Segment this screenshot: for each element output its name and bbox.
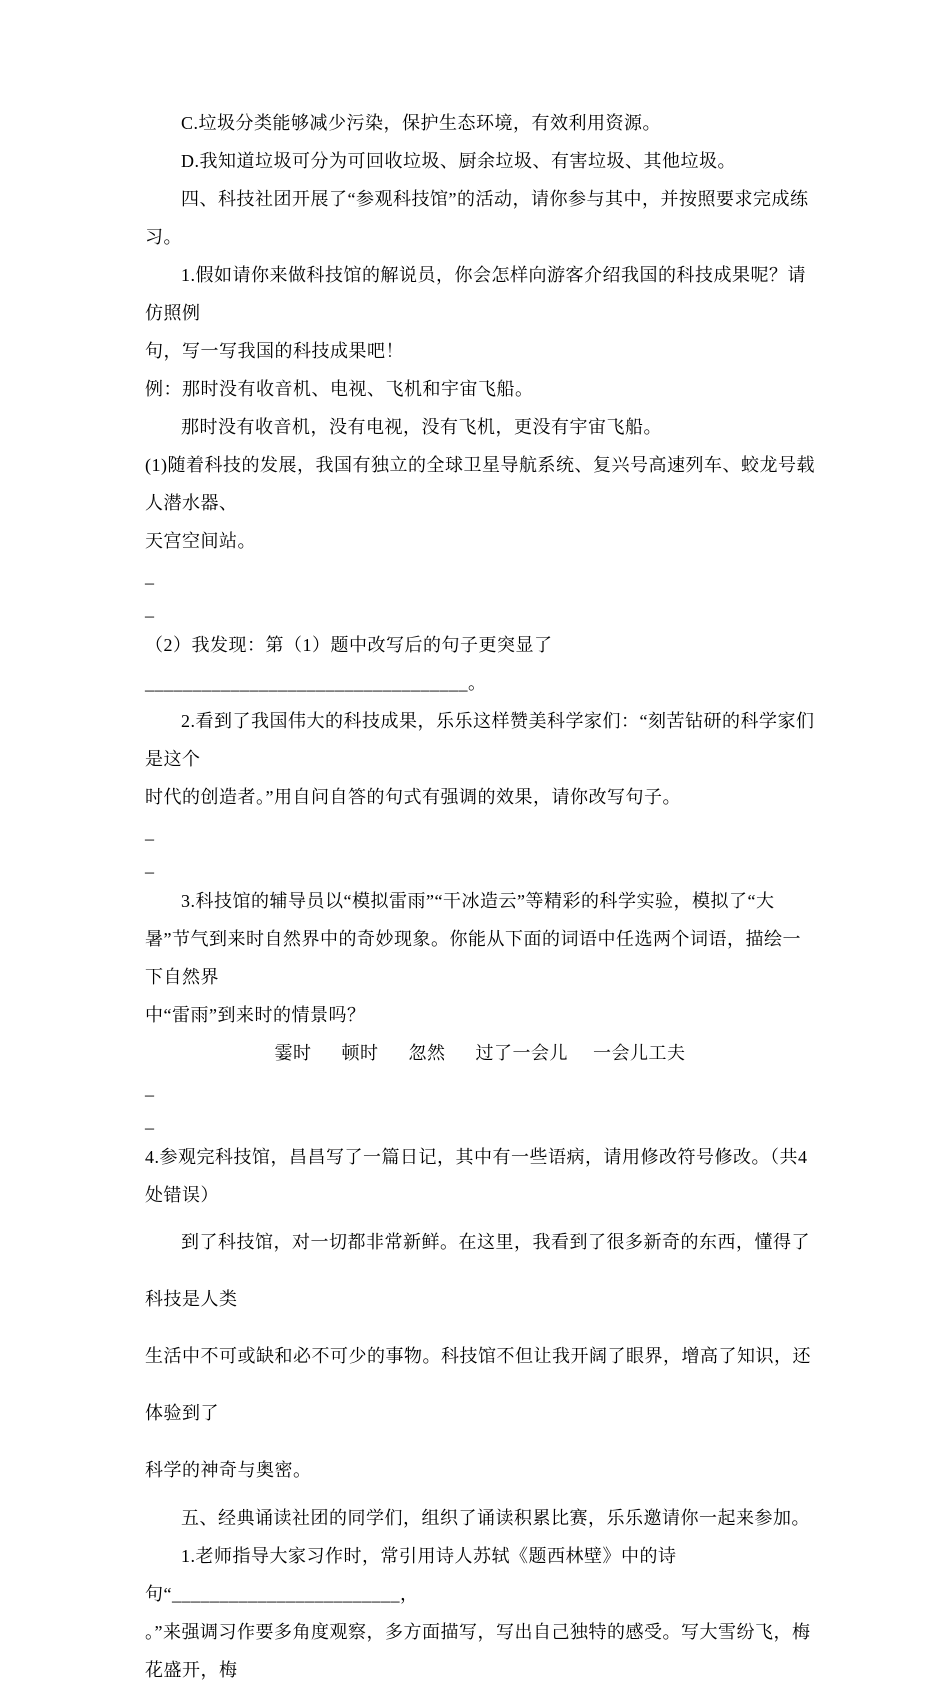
question-2-line-2: 时代的创造者。”用自问自答的句式有强调的效果，请你改写句子。 [145, 787, 681, 807]
question-3-line-1: 3.科技馆的辅导员以“模拟雷雨”“干冰造云”等精彩的科学实验，模拟了“大 [181, 891, 775, 911]
question-1-item-1-line-2: 天宫空间站。 [145, 531, 256, 551]
answer-blank-line: _ [145, 855, 155, 875]
question-3-line-3: 中“雷雨”到来时的情景吗？ [145, 1005, 366, 1025]
text-line-option-d: D.我知道垃圾可分为可回收垃圾、厨余垃圾、有害垃圾、其他垃圾。 [181, 151, 736, 171]
answer-blank-line: _ [145, 1078, 155, 1098]
question-4-prompt: 4.参观完科技馆，昌昌写了一篇日记，其中有一些语病，请用修改符号修改。（共4处错误） [145, 1147, 808, 1205]
diary-paragraph-line-2: 生活中不可或缺和必不可少的事物。科技馆不但让我开阔了眼界，增高了知识，还体验到了 [145, 1346, 811, 1423]
question-5-1-line-1: 1.老师指导大家习作时，常引用诗人苏轼《题西林壁》中的诗句“________________________， [145, 1546, 677, 1604]
question-3-line-2: 暑”节气到来时自然界中的奇妙现象。你能从下面的词语中任选两个词语，描绘一下自然界 [145, 929, 801, 987]
question-5-1-line-2: 。”来强调习作要多角度观察，多方面描写，写出自己独特的感受。写大雪纷飞，梅花盛开，梅 [145, 1622, 811, 1680]
example-sentence: 例：那时没有收音机、电视、飞机和宇宙飞船。 [145, 379, 534, 399]
answer-blank-line: _ [145, 599, 155, 619]
answer-blank-line: _ [145, 822, 155, 842]
example-rewritten-sentence: 那时没有收音机，没有电视，没有飞机，更没有宇宙飞船。 [181, 417, 662, 437]
question-1-item-2: （2）我发现：第（1）题中改写后的句子更突显了__________________________________。 [145, 635, 553, 693]
question-1-line-2: 句，写一写我国的科技成果吧！ [145, 341, 404, 361]
answer-blank-line: _ [145, 566, 155, 586]
diary-paragraph-line-3: 科学的神奇与奥密。 [145, 1460, 312, 1480]
answer-blank-line: _ [145, 1111, 155, 1131]
section-heading-five: 五、经典诵读社团的同学们，组织了诵读积累比赛，乐乐邀请你一起来参加。 [181, 1508, 810, 1528]
text-line-option-c: C.垃圾分类能够减少污染，保护生态环境，有效利用资源。 [181, 113, 662, 133]
word-choice-list: 霎时 顿时 忽然 过了一会儿 一会儿工夫 [274, 1043, 686, 1063]
question-1-line-1: 1.假如请你来做科技馆的解说员，你会怎样向游客介绍我国的科技成果呢？请仿照例 [145, 265, 806, 323]
section-heading-four: 四、科技社团开展了“参观科技馆”的活动，请你参与其中，并按照要求完成练习。 [145, 189, 809, 247]
question-2-line-1: 2.看到了我国伟大的科技成果，乐乐这样赞美科学家们：“刻苦钻研的科学家们是这个 [145, 711, 815, 769]
question-1-item-1-line-1: (1)随着科技的发展，我国有独立的全球卫星导航系统、复兴号高速列车、蛟龙号载人潜水器、 [145, 455, 815, 513]
diary-paragraph-line-1: 到了科技馆，对一切都非常新鲜。在这里，我看到了很多新奇的东西，懂得了科技是人类 [145, 1232, 810, 1309]
